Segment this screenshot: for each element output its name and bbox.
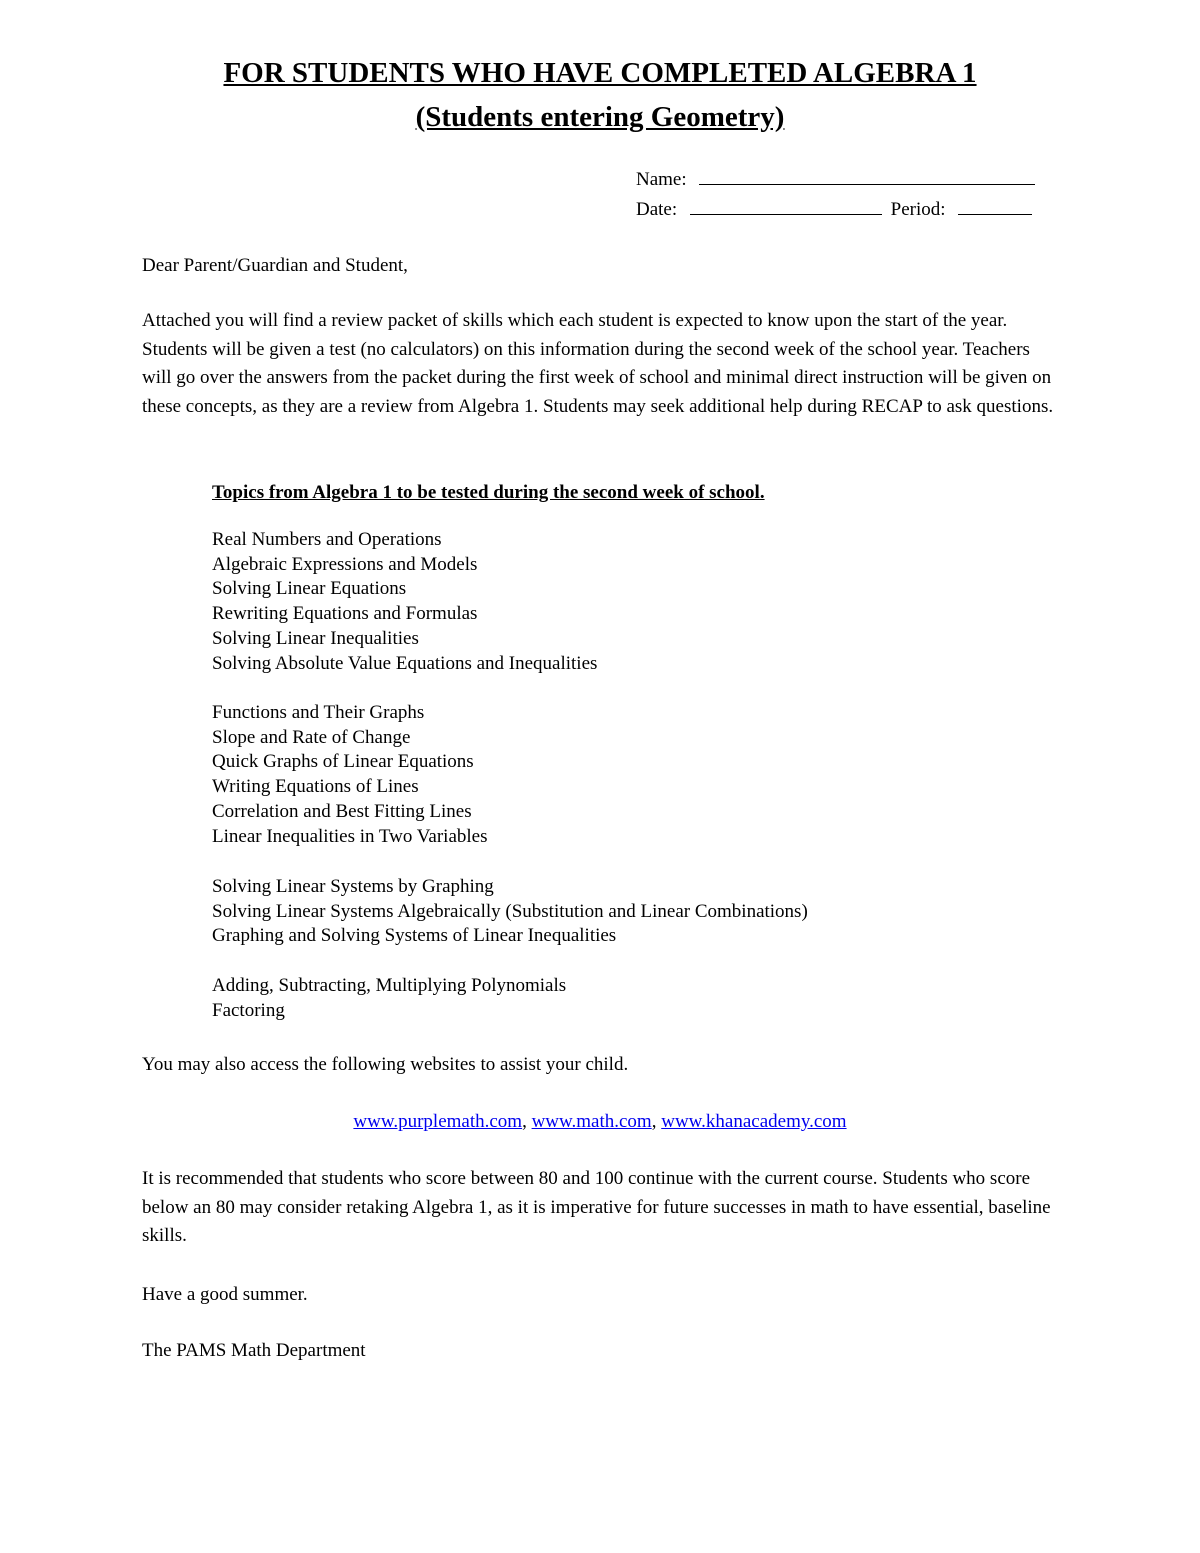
topic-item: Correlation and Best Fitting Lines xyxy=(212,800,472,822)
topic-item: Solving Absolute Value Equations and Inequalities xyxy=(212,652,598,674)
document-title: FOR STUDENTS WHO HAVE COMPLETED ALGEBRA 1 xyxy=(223,57,977,89)
topic-group-2 xyxy=(212,701,488,849)
link-purplemath[interactable]: www.purplemath.com xyxy=(353,1111,523,1132)
link-khanacademy[interactable]: www.khanacademy.com xyxy=(661,1111,847,1132)
website-links xyxy=(0,1110,1200,1134)
date-label: Date: xyxy=(636,199,678,220)
websites-intro: You may also access the following websites to assist your child. xyxy=(142,1054,629,1075)
letter-intro-paragraph: Attached you will find a review packet of skills which each student is expected to know upon the start of the year. Students will be given a test (no calculators) on this information during the second week of the school year. Teachers will go over the answers from the packet during the first week of school and minimal direct instruction will be given on these concepts, as they are a review from Algebra 1. Students may seek additional help during RECAP to ask questions. xyxy=(142,310,1054,417)
topic-item: Quick Graphs of Linear Equations xyxy=(212,751,474,773)
topic-item: Solving Linear Systems Algebraically (Substitution and Linear Combinations) xyxy=(212,900,808,922)
document-subtitle: (Students entering Geometry) xyxy=(415,101,785,133)
topic-group-4 xyxy=(212,974,566,1023)
topic-item: Algebraic Expressions and Models xyxy=(212,553,478,575)
name-blank[interactable] xyxy=(699,166,1035,185)
topic-group-1 xyxy=(212,528,597,676)
link-math[interactable]: www.math.com xyxy=(531,1111,652,1132)
topic-item: Real Numbers and Operations xyxy=(212,529,442,550)
period-blank[interactable] xyxy=(958,196,1032,215)
topic-item: Rewriting Equations and Formulas xyxy=(212,603,478,625)
link-separator: , xyxy=(651,1111,662,1132)
period-label: Period: xyxy=(890,199,946,220)
topic-item: Solving Linear Equations xyxy=(212,578,407,600)
date-period-field-row xyxy=(636,196,1032,222)
topic-group-3 xyxy=(212,875,808,949)
name-label: Name: xyxy=(636,169,687,190)
letter-signature: The PAMS Math Department xyxy=(142,1340,366,1361)
letter-closing: Have a good summer. xyxy=(142,1284,308,1305)
letter-greeting: Dear Parent/Guardian and Student, xyxy=(142,255,408,276)
topic-item: Linear Inequalities in Two Variables xyxy=(212,825,488,847)
topic-item: Slope and Rate of Change xyxy=(212,726,411,748)
topic-item: Adding, Subtracting, Multiplying Polynomials xyxy=(212,975,567,996)
date-blank[interactable] xyxy=(690,196,882,215)
topics-heading: Topics from Algebra 1 to be tested during the second week of school. xyxy=(212,482,765,503)
link-separator: , xyxy=(522,1111,532,1132)
name-field-row xyxy=(636,166,1035,192)
topic-item: Writing Equations of Lines xyxy=(212,776,419,798)
topic-item: Graphing and Solving Systems of Linear Inequalities xyxy=(212,925,617,947)
topic-item: Solving Linear Inequalities xyxy=(212,627,419,649)
topic-item: Functions and Their Graphs xyxy=(212,702,425,723)
topic-item: Solving Linear Systems by Graphing xyxy=(212,876,494,897)
recommendation-paragraph: It is recommended that students who score between 80 and 100 continue with the current course. Students who score below an 80 may consider retaking Algebra 1, as it is imperative for future successes in math to have essential, baseline skills. xyxy=(142,1168,1051,1246)
topic-item: Factoring xyxy=(212,999,285,1021)
